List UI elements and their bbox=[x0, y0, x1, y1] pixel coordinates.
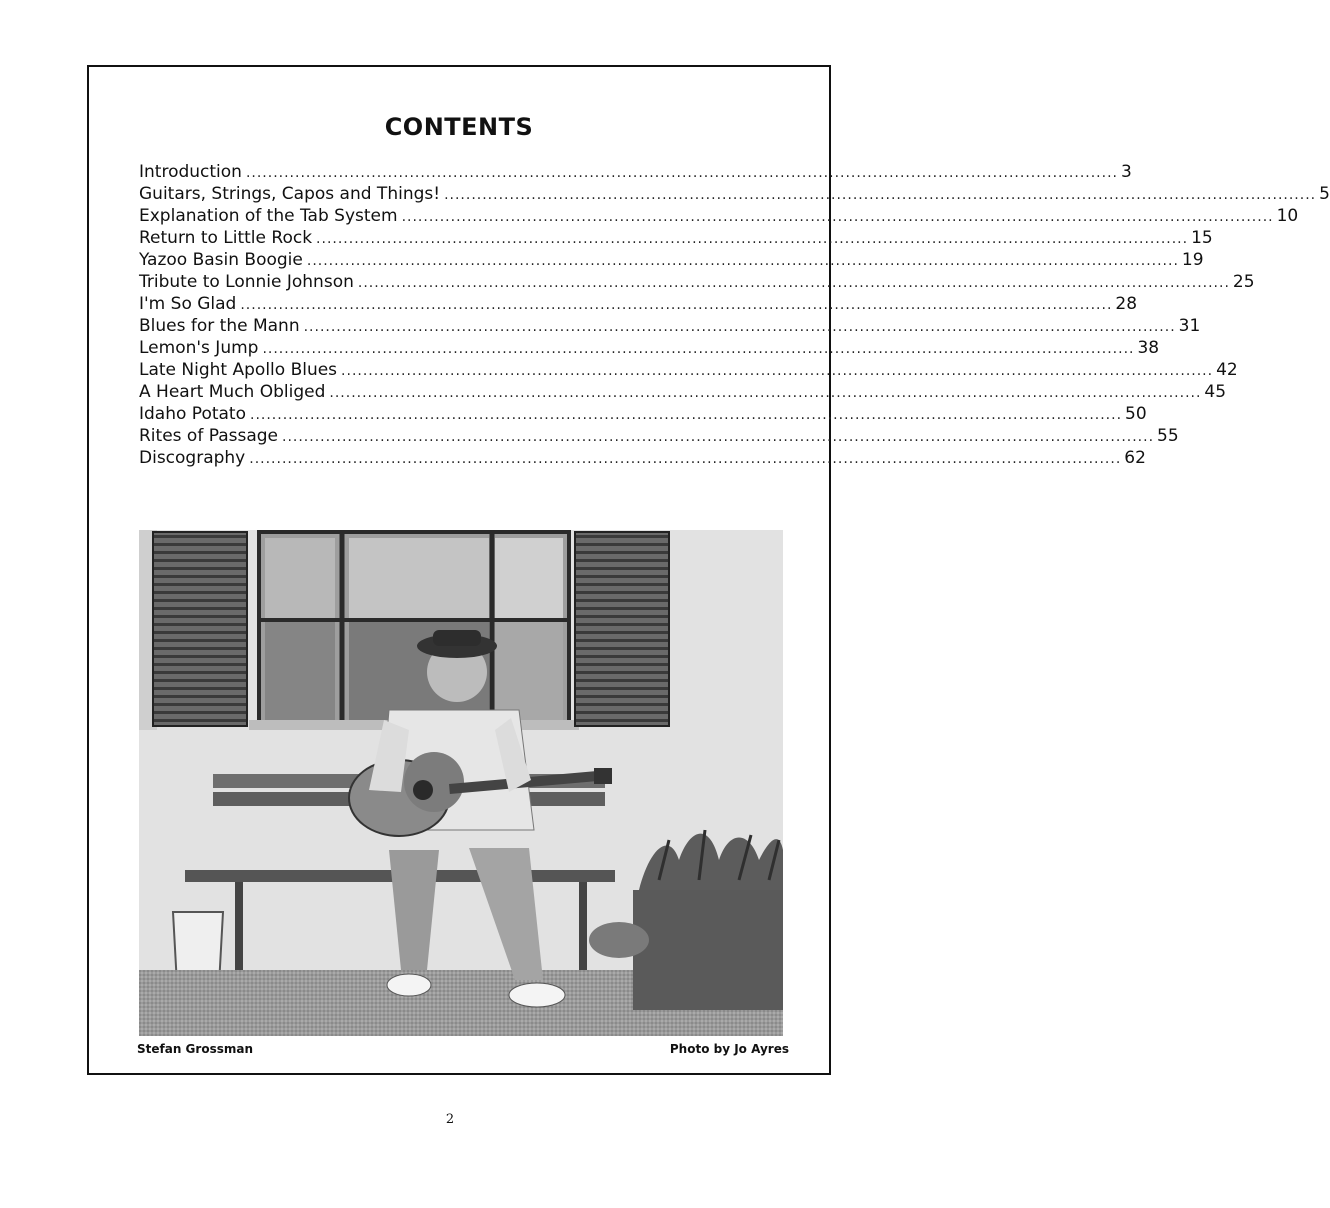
leader-dots: ................................................................................................................................................................ bbox=[250, 407, 1123, 423]
photo-illustration bbox=[139, 530, 783, 1036]
page-number: 2 bbox=[445, 1112, 455, 1127]
photo-caption-credit: Photo by Jo Ayres bbox=[669, 1042, 789, 1056]
leader-dots: ................................................................................................................................................................ bbox=[282, 429, 1155, 445]
toc-entry-page: 50 bbox=[1125, 404, 1147, 424]
toc-entry[interactable] bbox=[139, 381, 1227, 403]
leader-dots: ................................................................................................................................................................ bbox=[249, 451, 1122, 467]
toc-entry-label: Explanation of the Tab System bbox=[139, 206, 398, 226]
toc-entry-label: Guitars, Strings, Capos and Things! bbox=[139, 184, 441, 204]
toc-entry-label: Rites of Passage bbox=[139, 426, 278, 446]
toc-entry[interactable] bbox=[139, 447, 1146, 469]
leader-dots: ................................................................................................................................................................ bbox=[316, 231, 1189, 247]
leader-dots: ................................................................................................................................................................ bbox=[306, 253, 1179, 269]
toc-entry-page: 10 bbox=[1276, 206, 1299, 226]
leader-dots: ................................................................................................................................................................ bbox=[262, 341, 1135, 357]
toc-entry-page: 42 bbox=[1216, 360, 1238, 380]
page-title: CONTENTS bbox=[384, 113, 534, 141]
toc-entry-label: I'm So Glad bbox=[139, 294, 237, 314]
toc-entry-label: Discography bbox=[139, 448, 246, 468]
leader-dots: ................................................................................................................................................................ bbox=[245, 165, 1118, 181]
toc-entry-page: 3 bbox=[1120, 162, 1132, 182]
toc-entry[interactable] bbox=[139, 403, 1147, 425]
table-of-contents bbox=[139, 161, 1330, 469]
toc-entry[interactable] bbox=[139, 337, 1160, 359]
toc-entry-page: 25 bbox=[1232, 272, 1255, 292]
toc-entry-label: Idaho Potato bbox=[139, 404, 246, 424]
toc-entry[interactable] bbox=[139, 183, 1330, 205]
toc-entry[interactable] bbox=[139, 293, 1138, 315]
leader-dots: ................................................................................................................................................................ bbox=[240, 297, 1113, 313]
leader-dots: ................................................................................................................................................................ bbox=[444, 187, 1317, 203]
toc-entry-page: 5 bbox=[1319, 184, 1330, 204]
leader-dots: ................................................................................................................................................................ bbox=[329, 385, 1202, 401]
toc-entry-page: 62 bbox=[1124, 448, 1146, 468]
toc-entry-page: 45 bbox=[1204, 382, 1227, 402]
photo-caption-subject: Stefan Grossman bbox=[137, 1042, 253, 1056]
toc-entry-page: 38 bbox=[1137, 338, 1160, 358]
toc-entry-label: Yazoo Basin Boogie bbox=[139, 250, 303, 270]
toc-entry-label: Return to Little Rock bbox=[139, 228, 313, 248]
toc-entry-page: 28 bbox=[1115, 294, 1138, 314]
toc-entry-label: Lemon's Jump bbox=[139, 338, 259, 358]
toc-entry[interactable] bbox=[139, 227, 1213, 249]
toc-entry-page: 31 bbox=[1178, 316, 1201, 336]
toc-entry-page: 15 bbox=[1191, 228, 1213, 248]
toc-entry-label: Tribute to Lonnie Johnson bbox=[139, 272, 354, 292]
toc-entry[interactable] bbox=[139, 315, 1201, 337]
toc-entry[interactable] bbox=[139, 271, 1255, 293]
toc-entry[interactable] bbox=[139, 161, 1132, 183]
page-frame bbox=[87, 65, 1330, 1075]
toc-entry-label: A Heart Much Obliged bbox=[139, 382, 326, 402]
leader-dots: ................................................................................................................................................................ bbox=[341, 363, 1214, 379]
toc-entry[interactable] bbox=[139, 205, 1299, 227]
leader-dots: ................................................................................................................................................................ bbox=[303, 319, 1176, 335]
portrait-photo bbox=[139, 530, 783, 1036]
leader-dots: ................................................................................................................................................................ bbox=[357, 275, 1230, 291]
toc-entry[interactable] bbox=[139, 359, 1238, 381]
toc-entry-page: 19 bbox=[1181, 250, 1204, 270]
toc-entry-label: Introduction bbox=[139, 162, 242, 182]
leader-dots: ................................................................................................................................................................ bbox=[401, 209, 1274, 225]
toc-entry-page: 55 bbox=[1157, 426, 1179, 446]
toc-entry-label: Blues for the Mann bbox=[139, 316, 300, 336]
toc-entry[interactable] bbox=[139, 425, 1179, 447]
toc-entry[interactable] bbox=[139, 249, 1204, 271]
toc-entry-label: Late Night Apollo Blues bbox=[139, 360, 338, 380]
